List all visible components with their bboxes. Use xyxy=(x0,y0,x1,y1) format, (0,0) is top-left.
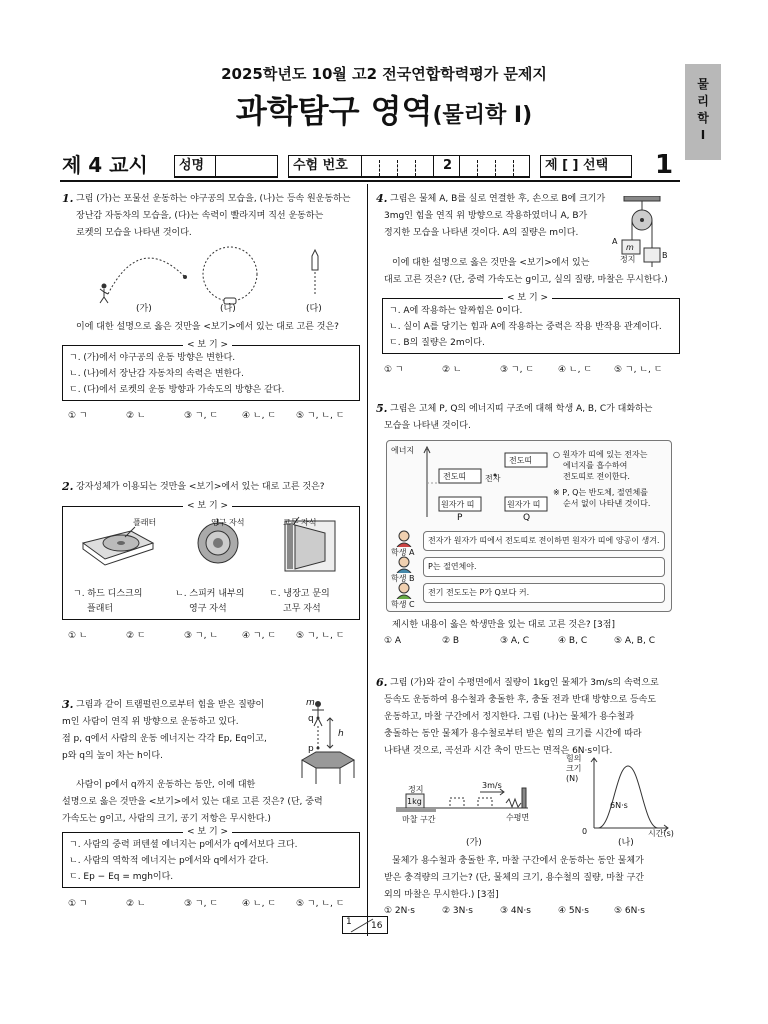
q3-line: m인 사람이 연직 위 방향으로 운동하고 있다. xyxy=(62,717,239,727)
header-rule xyxy=(60,180,680,182)
q2-choice-4[interactable]: ④ ㄱ, ㄷ xyxy=(242,631,277,641)
q1-fig-label: (가) xyxy=(136,304,152,314)
q6-qline: 물체가 용수철과 충돌한 후, 마찰 구간에서 운동하는 동안 물체가 xyxy=(392,856,644,866)
q4-number: 4. xyxy=(376,192,388,205)
q6-area-label: 6N·s xyxy=(610,801,628,810)
baseball-icon xyxy=(183,275,187,279)
conduction-label-p: 전도띠 xyxy=(443,472,467,481)
speech-bubble-b xyxy=(423,557,665,577)
q6-fig-b-label: (나) xyxy=(618,838,634,848)
column-divider xyxy=(367,184,368,936)
q4-fig-label: B xyxy=(662,251,668,260)
q6-line: 충돌하는 동안 물체가 용수철로부터 받은 힘의 크기를 시간에 따라 xyxy=(384,729,642,739)
q1-fig-label: (나) xyxy=(220,304,236,314)
q3-choice-5[interactable]: ⑤ ㄱ, ㄴ, ㄷ xyxy=(296,899,345,909)
q1-bogi-item: ㄱ. (가)에서 야구공의 운동 방향은 변한다. xyxy=(69,353,236,363)
side-tab-char: 학 xyxy=(697,111,709,125)
speech-text: 전자가 원자가 띠에서 전도띠로 전이하면 원자가 띠에 양공이 생겨. xyxy=(428,536,660,545)
q4-line: 3mg인 힘을 연직 위 방향으로 작용하였더니 A, B가 xyxy=(384,211,588,221)
q2-number: 2. xyxy=(62,480,74,493)
note-line: 순서 없이 나타낸 것이다. xyxy=(563,499,651,508)
q1-choice-3[interactable]: ③ ㄱ, ㄷ xyxy=(184,411,219,421)
q2-bogi-box xyxy=(62,501,360,620)
energy-axis-label: 에너지 xyxy=(391,446,415,455)
q6-qline: 외의 마찰은 무시한다.) [3점] xyxy=(384,890,499,900)
q4-bogi-box xyxy=(382,293,680,354)
name-field[interactable] xyxy=(174,155,278,178)
q3-bogi-box xyxy=(62,827,360,888)
period-label: 제 4 교시 xyxy=(62,153,148,177)
q3-bogi-item: ㄷ. Ep − Eq = mgh이다. xyxy=(69,872,174,882)
q4-bogi-item: ㄴ. 실이 A를 당기는 힘과 A에 작용하는 중력은 작용 반작용 관계이다. xyxy=(389,322,662,332)
q6-fig-b-graph xyxy=(584,756,674,836)
q5-number: 5. xyxy=(376,402,388,415)
q6-mass-label: 1kg xyxy=(407,797,422,806)
q5-line: 그림은 고체 P, Q의 에너지띠 구조에 대해 학생 A, B, C가 대화하는 xyxy=(390,404,653,414)
student-id-label: 수험 번호 xyxy=(293,158,348,173)
q3-number: 3. xyxy=(62,698,74,711)
q3-line: 그림과 같이 트램펄린으로부터 힘을 받은 질량이 xyxy=(76,700,265,710)
q3-bogi-title: < 보 기 > xyxy=(183,827,232,837)
student-id-digit: 2 xyxy=(443,158,453,173)
q6-choice-4[interactable]: ④ 5N·s xyxy=(558,906,589,916)
q1-line: 그림 (가)는 포물선 운동하는 야구공의 모습을, (나)는 등속 원운동하는 xyxy=(76,194,351,204)
q1-choice-2[interactable]: ② ㄴ xyxy=(126,411,146,421)
q3-fig-label: h xyxy=(338,729,344,739)
q3-bogi-item: ㄱ. 사람의 중력 퍼텐셜 에너지는 p에서가 q에서보다 크다. xyxy=(69,840,298,850)
q3-line: 점 p, q에서 사람의 운동 에너지는 각각 Ep, Eq이고, xyxy=(62,734,267,744)
q4-choice-4[interactable]: ④ ㄴ, ㄷ xyxy=(558,365,593,375)
select-field[interactable] xyxy=(540,155,632,178)
q4-bogi-title: < 보 기 > xyxy=(503,293,552,303)
q6-origin-label: 0 xyxy=(582,827,588,836)
student-id-field[interactable] xyxy=(288,155,530,178)
q4-qline: 이에 대한 설명으로 옳은 것만을 <보기>에서 있는 xyxy=(392,258,590,268)
q3-qline: 사람이 p에서 q까지 운동하는 동안, 이에 대한 xyxy=(76,780,256,790)
q3-choice-2[interactable]: ② ㄴ xyxy=(126,899,146,909)
q4-bogi-item: ㄱ. A에 작용하는 알짜힘은 0이다. xyxy=(389,306,523,316)
q4-choice-2[interactable]: ② ㄴ xyxy=(442,365,462,375)
q6-ylabel: (N) xyxy=(566,774,579,783)
q5-line: 모습을 나타낸 것이다. xyxy=(384,421,471,431)
q5-choice-4[interactable]: ④ B, C xyxy=(558,636,588,646)
q3-bogi-item: ㄴ. 사람의 역학적 에너지는 p에서와 q에서가 같다. xyxy=(69,856,269,866)
q2-img-label: 고무 자석 xyxy=(283,518,317,527)
q6-choice-5[interactable]: ⑤ 6N·s xyxy=(614,906,645,916)
q6-surface-label: 수평면 xyxy=(506,813,530,822)
q1-choice-5[interactable]: ⑤ ㄱ, ㄴ, ㄷ xyxy=(296,411,345,421)
q6-choice-2[interactable]: ② 3N·s xyxy=(442,906,473,916)
subject-sub: (물리학 Ⅰ) xyxy=(432,103,533,128)
q4-choice-3[interactable]: ③ ㄱ, ㄷ xyxy=(500,365,535,375)
page-counter xyxy=(342,916,388,934)
q6-qline: 받은 충격량의 크기는? (단, 물체의 크기, 용수철의 질량, 마찰 구간 xyxy=(384,873,644,883)
select-label: 제 [ ] 선택 xyxy=(545,158,609,173)
q4-line: 그림은 물체 A, B를 실로 연결한 후, 손으로 B에 크기가 xyxy=(390,194,606,204)
q3-fig-label: m xyxy=(306,698,315,708)
q1-bogi-item: ㄷ. (다)에서 로켓의 운동 방향과 가속도의 방향은 같다. xyxy=(69,385,285,395)
spring-icon xyxy=(506,799,521,807)
subject-title xyxy=(0,90,768,138)
q3-fig-label: p xyxy=(308,744,314,754)
q6-friction-label: 마찰 구간 xyxy=(402,815,436,824)
q5-choice-3[interactable]: ③ A, C xyxy=(500,636,530,646)
student-label: 학생 B xyxy=(391,574,415,583)
solid-p-label: P xyxy=(457,513,463,523)
solid-q-label: Q xyxy=(523,513,531,523)
note-line: 에너지를 흡수하여 xyxy=(563,461,628,470)
page-current: 1 xyxy=(346,917,352,927)
q3-choice-3[interactable]: ③ ㄱ, ㄷ xyxy=(184,899,219,909)
circular-track xyxy=(203,247,257,301)
q1-line: 로켓의 모습을 나타낸 것이다. xyxy=(76,228,192,238)
subject-side-tab xyxy=(685,64,721,160)
pitcher-icon xyxy=(100,284,108,304)
note-line: ※ P, Q는 반도체, 절연체를 xyxy=(553,488,648,497)
q4-choice-1[interactable]: ① ㄱ xyxy=(384,365,404,375)
speech-bubble-c xyxy=(423,583,665,603)
q6-number: 6. xyxy=(376,676,388,689)
q2-question: 강자성체가 이용되는 것만을 <보기>에서 있는 대로 고른 것은? xyxy=(76,482,325,492)
q6-xlabel: 시간(s) xyxy=(648,829,674,838)
q2-item: ㄴ. 스피커 내부의 xyxy=(175,589,245,599)
q2-choice-5[interactable]: ⑤ ㄱ, ㄴ, ㄷ xyxy=(296,631,345,641)
q2-item: 영구 자석 xyxy=(189,604,227,614)
q2-choice-1[interactable]: ① ㄴ xyxy=(68,631,88,641)
q1-question: 이에 대한 설명으로 옳은 것만을 <보기>에서 있는 대로 고른 것은? xyxy=(76,322,339,332)
side-tab-char: 리 xyxy=(697,94,709,108)
exam-title: 2025학년도 10월 고2 전국연합학력평가 문제지 xyxy=(221,65,547,83)
hard-disk-icon xyxy=(83,531,153,565)
q6-line: 나타낸 것으로, 곡선과 시간 축이 만드는 면적은 6N·s이다. xyxy=(384,746,613,756)
q2-choice-3[interactable]: ③ ㄱ, ㄴ xyxy=(184,631,219,641)
q6-ylabel: 힘의 xyxy=(566,754,582,763)
q1-number: 1. xyxy=(62,192,74,205)
note-line: ○ 원자가 띠에 있는 전자는 xyxy=(553,450,648,459)
q5-choice-5[interactable]: ⑤ A, B, C xyxy=(614,636,655,646)
q3-qline: 설명으로 옳은 것만을 <보기>에서 있는 대로 고른 것은? (단, 중력 xyxy=(62,797,323,807)
q4-fig-label: 정지 xyxy=(620,255,636,264)
name-label: 성명 xyxy=(179,158,205,173)
electron-label: 전자 xyxy=(485,474,501,483)
student-label: 학생 A xyxy=(391,548,415,557)
q6-choice-3[interactable]: ③ 4N·s xyxy=(500,906,531,916)
q6-line: 그림 (가)와 같이 수평면에서 질량이 1kg인 물체가 3m/s의 속력으로 xyxy=(390,678,659,688)
valence-label-q: 원자가 띠 xyxy=(507,500,541,509)
subject-main: 과학탐구 영역 xyxy=(235,92,433,130)
q3-line: p와 q의 높이 차는 h이다. xyxy=(62,751,163,761)
q1-choice-4[interactable]: ④ ㄴ, ㄷ xyxy=(242,411,277,421)
q1-line: 장난감 자동차의 모습을, (다)는 속력이 빨라지며 직선 운동하는 xyxy=(76,211,324,221)
q2-item: ㄷ. 냉장고 문의 xyxy=(269,589,330,599)
q4-bogi-item: ㄷ. B의 질량은 2m이다. xyxy=(389,338,485,348)
q5-choice-1[interactable]: ① A xyxy=(384,636,402,646)
q1-fig-label: (다) xyxy=(306,304,322,314)
q2-item: 플래터 xyxy=(87,604,114,614)
side-tab-char: Ⅰ xyxy=(700,128,706,142)
q5-question: 제시한 내용이 옳은 학생만을 있는 대로 고른 것은? [3점] xyxy=(392,620,615,630)
q3-fig-label: q xyxy=(308,714,314,724)
q1-bogi-title: < 보 기 > xyxy=(183,340,232,350)
q2-bogi-title: < 보 기 > xyxy=(183,501,232,511)
note-line: 전도띠로 전이한다. xyxy=(563,472,630,481)
q6-choice-1[interactable]: ① 2N·s xyxy=(384,906,415,916)
q3-choice-4[interactable]: ④ ㄴ, ㄷ xyxy=(242,899,277,909)
q1-choice-1[interactable]: ① ㄱ xyxy=(68,411,88,421)
q5-choice-2[interactable]: ② B xyxy=(442,636,460,646)
speech-bubble-a xyxy=(423,531,665,551)
parabola-path xyxy=(108,258,185,294)
conduction-label-q: 전도띠 xyxy=(509,456,533,465)
q4-line: 정지한 모습을 나타낸 것이다. A의 질량은 m이다. xyxy=(384,228,579,238)
q1-bogi-box xyxy=(62,340,360,401)
q6-line: 운동하고, 마찰 구간에서 정지한다. 그림 (나)는 물체가 용수철과 xyxy=(384,712,635,722)
student-label: 학생 C xyxy=(391,600,415,609)
block-b xyxy=(644,248,660,262)
q1-bogi-item: ㄴ. (나)에서 장난감 자동차의 속력은 변한다. xyxy=(69,369,244,379)
q3-qline: 가속도는 g이고, 사람의 크기, 공기 저항은 무시한다.) xyxy=(62,814,271,824)
page-number: 1 xyxy=(655,150,674,180)
valence-label-p: 원자가 띠 xyxy=(441,500,475,509)
q2-item: 고무 자석 xyxy=(283,604,321,614)
q2-img-label: 플래터 xyxy=(133,518,157,527)
q4-fig-label: m xyxy=(626,243,634,252)
q5-figure-panel xyxy=(386,440,672,612)
q3-choice-1[interactable]: ① ㄱ xyxy=(68,899,88,909)
q4-qline: 대로 고른 것은? (단, 중력 가속도는 g이고, 실의 질량, 마찰은 무시한다.) xyxy=(384,275,668,285)
page-total: 16 xyxy=(371,921,383,931)
force-curve xyxy=(598,766,658,828)
q6-fig-a-label: (가) xyxy=(466,838,482,848)
q6-line: 등속도 운동하여 용수철과 충돌한 후, 충돌 전과 반대 방향으로 등속도 xyxy=(384,695,657,705)
q4-fig-label: A xyxy=(612,237,618,246)
speech-text: 전기 전도도는 P가 Q보다 커. xyxy=(428,588,530,597)
q4-choice-5[interactable]: ⑤ ㄱ, ㄴ, ㄷ xyxy=(614,365,663,375)
q6-ylabel: 크기 xyxy=(566,764,582,773)
rocket-icon xyxy=(312,250,318,294)
q2-img-label: 영구 자석 xyxy=(211,518,245,527)
speech-text: P는 절연체야. xyxy=(428,562,477,571)
side-tab-char: 물 xyxy=(697,77,709,91)
q2-item: ㄱ. 하드 디스크의 xyxy=(73,589,143,599)
q2-choice-2[interactable]: ② ㄷ xyxy=(126,631,146,641)
q6-speed-label: 3m/s xyxy=(482,781,502,790)
q6-stop-label: 정지 xyxy=(408,785,424,794)
